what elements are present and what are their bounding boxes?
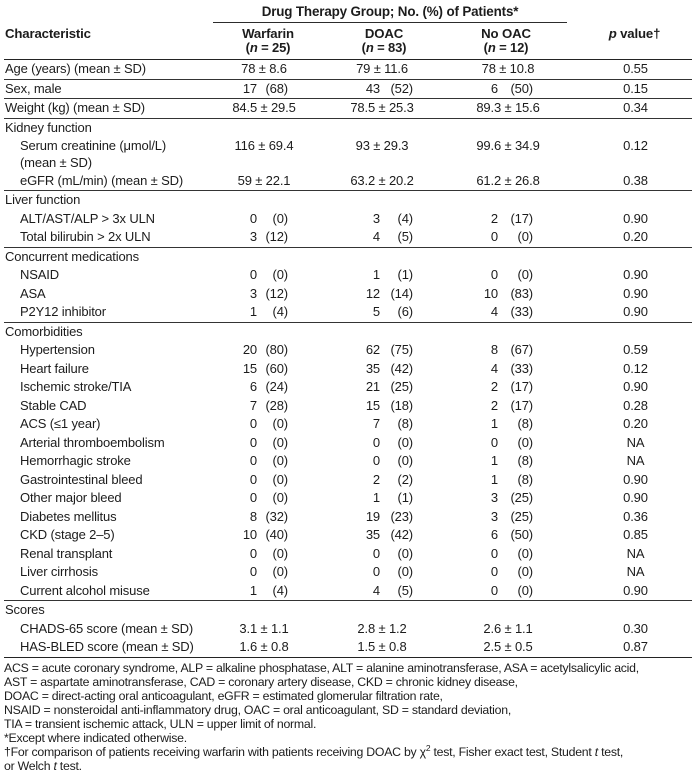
footnotes — [4, 658, 692, 773]
row-label: Kidney function — [5, 119, 92, 135]
table-row — [4, 98, 692, 118]
footnote-line: ACS = acute coronary syndrome, ALP = alkaline phosphatase, ALT = alanine aminotransferase, ASA = acetylsalicylic acid, — [4, 660, 639, 675]
doac-cell: 2.8 ± 1.2 — [357, 620, 407, 636]
warfarin-header-n: (n = 25) — [245, 40, 291, 55]
row-label: P2Y12 inhibitor — [20, 304, 106, 320]
p-value-cell: 0.15 — [623, 80, 648, 96]
no-oac-cell: 61.2 ± 26.8 — [476, 172, 540, 188]
doac-cell: 0 (0) — [372, 564, 413, 580]
warfarin-cell: 0 (0) — [249, 564, 288, 580]
no-oac-cell: 89.3 ± 15.6 — [476, 100, 540, 115]
doac-cell: 35 (42) — [365, 527, 413, 543]
warfarin-cell: 0 (0) — [249, 453, 288, 469]
doac-cell: 1 (1) — [372, 267, 413, 283]
row-label: Age (years) (mean ± SD) — [5, 61, 146, 76]
section-row — [4, 247, 692, 267]
warfarin-cell: 8 (32) — [249, 508, 288, 524]
no-oac-cell: 78 ± 10.8 — [481, 61, 535, 76]
no-oac-cell: 3 (25) — [490, 490, 533, 506]
no-oac-cell: 8 (67) — [490, 342, 533, 358]
table-row — [4, 434, 692, 453]
doac-cell: 15 (18) — [365, 397, 413, 413]
warfarin-cell: 0 (0) — [249, 210, 288, 226]
p-value-cell: 0.28 — [623, 397, 648, 413]
no-oac-cell: 1 (8) — [490, 471, 533, 487]
doac-cell: 63.2 ± 20.2 — [350, 172, 414, 188]
doac-cell: 43 (52) — [365, 80, 413, 96]
warfarin-cell: 0 (0) — [249, 490, 288, 506]
p-value-cell: NA — [626, 453, 645, 469]
p-value-cell: 0.34 — [623, 100, 648, 115]
warfarin-cell: 1 (4) — [249, 304, 288, 320]
no-oac-header-n: (n = 12) — [483, 40, 529, 55]
row-label: Liver cirrhosis — [20, 564, 98, 580]
row-label: HAS-BLED score (mean ± SD) — [20, 639, 194, 655]
row-label: Comorbidities — [5, 323, 83, 339]
p-value-cell: 0.85 — [623, 527, 648, 543]
characteristic-header: Characteristic — [5, 26, 91, 41]
spanner-header: Drug Therapy Group; No. (%) of Patients* — [213, 3, 567, 23]
doac-cell: 19 (23) — [365, 508, 413, 524]
p-value-header: p value† — [608, 26, 661, 41]
p-value-cell: 0.90 — [623, 379, 648, 395]
warfarin-header — [213, 26, 323, 55]
warfarin-cell: 10 (40) — [242, 527, 288, 543]
row-label: Serum creatinine (μmol/L) (mean ± SD) — [20, 138, 167, 171]
no-oac-cell: 0 (0) — [490, 267, 533, 283]
no-oac-cell: 10 (83) — [483, 285, 533, 301]
warfarin-cell: 84.5 ± 29.5 — [232, 100, 296, 115]
no-oac-cell: 2 (17) — [490, 210, 533, 226]
table-row — [4, 210, 692, 229]
p-value-cell: 0.90 — [623, 210, 648, 226]
doac-cell: 35 (42) — [365, 360, 413, 376]
table-row — [4, 397, 692, 416]
row-label: NSAID — [20, 267, 59, 283]
doac-cell: 4 (5) — [372, 582, 413, 598]
characteristics-table — [4, 3, 692, 773]
row-label: Renal transplant — [20, 545, 113, 561]
section-row — [4, 118, 692, 138]
row-label: Diabetes mellitus — [20, 508, 117, 524]
doac-cell: 93 ± 29.3 — [355, 138, 409, 153]
no-oac-cell: 0 (0) — [490, 434, 533, 450]
footnote-line: DOAC = direct-acting oral anticoagulant, eGFR = estimated glomerular filtration rate, — [4, 688, 443, 703]
no-oac-cell: 2.5 ± 0.5 — [483, 639, 533, 655]
table-body — [4, 59, 692, 658]
warfarin-cell: 116 ± 69.4 — [234, 138, 294, 153]
footnote-line: TIA = transient ischemic attack, ULN = upper limit of normal. — [4, 716, 317, 731]
warfarin-header-name: Warfarin — [242, 26, 294, 41]
doac-cell: 1 (1) — [372, 490, 413, 506]
table-row — [4, 545, 692, 564]
p-value-cell: 0.90 — [623, 490, 648, 506]
table-row — [4, 452, 692, 471]
section-row — [4, 190, 692, 210]
no-oac-header-name: No OAC — [481, 26, 531, 41]
table-row — [4, 303, 692, 322]
warfarin-cell: 3 (12) — [249, 229, 288, 245]
row-label: Stable CAD — [20, 397, 87, 413]
doac-cell: 79 ± 11.6 — [356, 61, 408, 76]
doac-header-n: (n = 83) — [361, 40, 407, 55]
doac-cell: 5 (6) — [372, 304, 413, 320]
row-label: Heart failure — [20, 360, 89, 376]
table-row — [4, 471, 692, 490]
row-label: CKD (stage 2–5) — [20, 527, 115, 543]
no-oac-cell: 6 (50) — [490, 80, 533, 96]
doac-header — [323, 26, 445, 55]
row-label: Total bilirubin > 2x ULN — [20, 229, 151, 245]
p-value-cell: 0.20 — [623, 416, 648, 432]
row-label: Weight (kg) (mean ± SD) — [5, 100, 145, 115]
table-row — [4, 638, 692, 657]
doac-cell: 4 (5) — [372, 229, 413, 245]
p-value-cell: NA — [626, 434, 645, 450]
warfarin-cell: 7 (28) — [249, 397, 288, 413]
doac-cell: 0 (0) — [372, 434, 413, 450]
table-row — [4, 508, 692, 527]
warfarin-cell: 3 (12) — [249, 285, 288, 301]
p-value-cell: 0.55 — [623, 61, 648, 76]
no-oac-cell: 0 (0) — [490, 564, 533, 580]
doac-cell: 78.5 ± 25.3 — [350, 100, 414, 115]
doac-cell: 3 (4) — [372, 210, 413, 226]
row-label: Liver function — [5, 192, 81, 208]
no-oac-cell: 99.6 ± 34.9 — [476, 138, 540, 153]
warfarin-cell: 1.6 ± 0.8 — [239, 639, 289, 655]
warfarin-cell: 0 (0) — [249, 267, 288, 283]
row-label: Concurrent medications — [5, 248, 139, 264]
warfarin-cell: 20 (80) — [242, 342, 288, 358]
no-oac-header — [445, 26, 567, 55]
footnote-line: NSAID = nonsteroidal anti-inflammatory drug, OAC = oral anticoagulant, SD = standard deviation, — [4, 702, 512, 717]
table-row — [4, 341, 692, 360]
no-oac-cell: 0 (0) — [490, 582, 533, 598]
no-oac-cell: 4 (33) — [490, 304, 533, 320]
row-label: Arterial thromboembolism — [20, 434, 165, 450]
footnote-line: AST = aspartate aminotransferase, CAD = coronary artery disease, CKD = chronic kidney disease, — [4, 674, 518, 689]
p-value-cell: 0.90 — [623, 582, 648, 598]
table-row — [4, 360, 692, 379]
warfarin-cell: 15 (60) — [242, 360, 288, 376]
row-label: Sex, male — [5, 80, 62, 96]
spanner-row — [4, 3, 692, 23]
section-row — [4, 600, 692, 620]
p-value-cell: 0.38 — [623, 172, 648, 188]
p-value-cell: NA — [626, 564, 645, 580]
p-value-cell: 0.90 — [623, 304, 648, 320]
table-row — [4, 60, 692, 79]
doac-cell: 2 (2) — [372, 471, 413, 487]
warfarin-cell: 0 (0) — [249, 545, 288, 561]
table-row — [4, 285, 692, 304]
doac-cell: 21 (25) — [365, 379, 413, 395]
warfarin-cell: 0 (0) — [249, 471, 288, 487]
no-oac-cell: 0 (0) — [490, 545, 533, 561]
row-label: Current alcohol misuse — [20, 582, 150, 598]
column-header-row — [4, 23, 692, 59]
p-value-cell: 0.30 — [623, 620, 648, 636]
table-row — [4, 415, 692, 434]
table-row — [4, 137, 692, 172]
no-oac-cell: 2 (17) — [490, 397, 533, 413]
row-label: Scores — [5, 602, 45, 618]
p-value-cell: 0.12 — [623, 138, 648, 153]
doac-cell: 12 (14) — [365, 285, 413, 301]
row-label: Ischemic stroke/TIA — [20, 379, 132, 395]
p-value-cell: 0.90 — [623, 285, 648, 301]
doac-header-name: DOAC — [364, 26, 404, 41]
table-row — [4, 620, 692, 639]
p-value-cell: NA — [626, 545, 645, 561]
p-value-cell: 0.59 — [623, 342, 648, 358]
footnote-line: †For comparison of patients receiving warfarin with patients receiving DOAC by $\chi^2$ test, Fisher exact test, Student t test, — [4, 742, 624, 759]
doac-cell: 62 (75) — [365, 342, 413, 358]
warfarin-cell: 59 ± 22.1 — [237, 172, 291, 188]
p-value-cell: 0.87 — [623, 639, 648, 655]
row-label: ACS (≤1 year) — [20, 416, 101, 432]
warfarin-cell: 6 (24) — [249, 379, 288, 395]
table-row — [4, 378, 692, 397]
doac-cell: 0 (0) — [372, 545, 413, 561]
row-label: Hypertension — [20, 342, 95, 358]
table-row — [4, 79, 692, 99]
warfarin-cell: 0 (0) — [249, 434, 288, 450]
no-oac-cell: 1 (8) — [490, 416, 533, 432]
p-value-cell: 0.12 — [623, 360, 648, 376]
doac-cell: 1.5 ± 0.8 — [357, 639, 407, 655]
p-value-cell: 0.90 — [623, 267, 648, 283]
footnote-line: or Welch t test. — [4, 758, 82, 773]
row-label: Other major bleed — [20, 490, 122, 506]
no-oac-cell: 4 (33) — [490, 360, 533, 376]
table-row — [4, 228, 692, 247]
p-value-cell: 0.20 — [623, 229, 648, 245]
row-label: ALT/AST/ALP > 3x ULN — [20, 210, 155, 226]
table-row — [4, 266, 692, 285]
doac-cell: 7 (8) — [372, 416, 413, 432]
no-oac-cell: 3 (25) — [490, 508, 533, 524]
p-value-cell: 0.36 — [623, 508, 648, 524]
table-row — [4, 489, 692, 508]
no-oac-cell: 2 (17) — [490, 379, 533, 395]
no-oac-cell: 2.6 ± 1.1 — [483, 620, 533, 636]
p-value-cell: 0.90 — [623, 471, 648, 487]
warfarin-cell: 3.1 ± 1.1 — [239, 620, 289, 636]
table-row — [4, 582, 692, 601]
footnote-line: *Except where indicated otherwise. — [4, 730, 187, 745]
table-row — [4, 526, 692, 545]
section-row — [4, 322, 692, 342]
no-oac-cell: 6 (50) — [490, 527, 533, 543]
warfarin-cell: 1 (4) — [249, 582, 288, 598]
warfarin-cell: 78 ± 8.6 — [241, 61, 287, 76]
no-oac-cell: 1 (8) — [490, 453, 533, 469]
no-oac-cell: 0 (0) — [490, 229, 533, 245]
row-label: eGFR (mL/min) (mean ± SD) — [20, 172, 184, 188]
table-row — [4, 172, 692, 191]
row-label: ASA — [20, 285, 46, 301]
row-label: CHADS-65 score (mean ± SD) — [20, 620, 194, 636]
warfarin-cell: 0 (0) — [249, 416, 288, 432]
row-label: Hemorrhagic stroke — [20, 453, 131, 469]
warfarin-cell: 17 (68) — [242, 80, 288, 96]
row-label: Gastrointestinal bleed — [20, 471, 143, 487]
doac-cell: 0 (0) — [372, 453, 413, 469]
table-row — [4, 563, 692, 582]
